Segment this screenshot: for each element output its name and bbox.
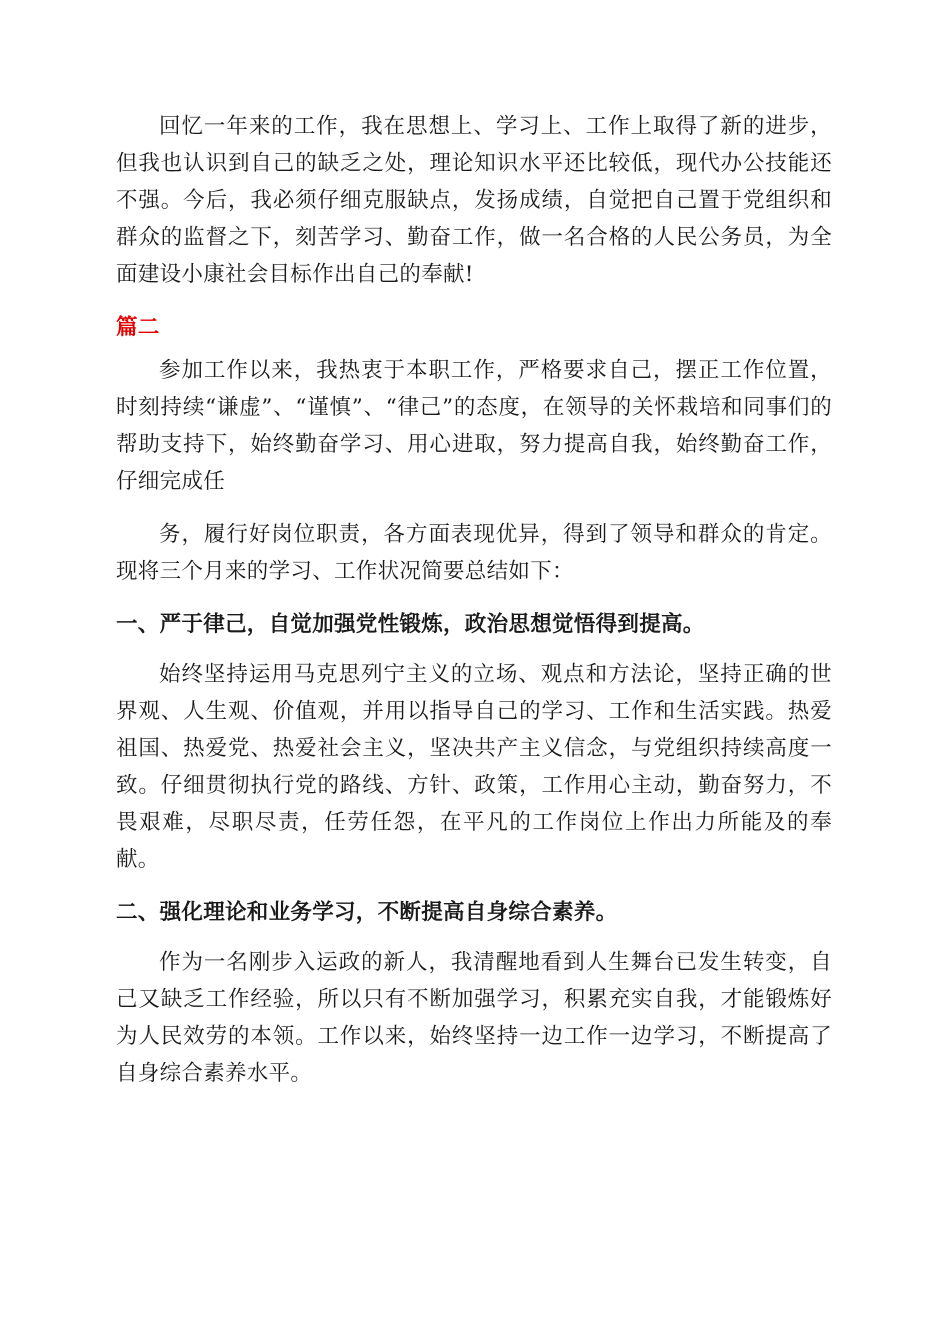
section-two-title: 二、强化理论和业务学习，不断提高自身综合素养。: [116, 900, 618, 925]
section-one-title: 一、严于律己，自觉加强党性锻炼，政治思想觉悟得到提高。: [116, 612, 705, 637]
part-two-paragraph-1: 参加工作以来，我热衷于本职工作，严格要求自己，摆正工作位置，时刻持续“谦虚”、“谨慎”、“律己”的态度，在领导的关怀栽培和同事们的帮助支持下，始终勤奋学习、用心进取，努力提高自我，始终勤奋工作，仔细完成任: [116, 358, 832, 494]
part-two-heading: 篇二: [116, 315, 160, 340]
intro-paragraph: 回忆一年来的工作，我在思想上、学习上、工作上取得了新的进步，但我也认识到自己的缺乏之处，理论知识水平还比较低，现代办公技能还不强。今后，我必须仔细克服缺点，发扬成绩，自觉把自己置于党组织和群众的监督之下，刻苦学习、勤奋工作，做一名合格的人民公务员，为全面建设小康社会目标作出自己的奉献!: [116, 114, 832, 287]
section-one-body: 始终坚持运用马克思列宁主义的立场、观点和方法论，坚持正确的世界观、人生观、价值观，并用以指导自己的学习、工作和生活实践。热爱祖国、热爱党、热爱社会主义，坚决共产主义信念，与党组织持续高度一致。仔细贯彻执行党的路线、方针、政策，工作用心主动，勤奋努力，不畏艰难，尽职尽责，任劳任怨，在平凡的工作岗位上作出力所能及的奉献。: [116, 662, 832, 872]
document-page: [116, 108, 832, 1092]
section-two-body: 作为一名刚步入运政的新人，我清醒地看到人生舞台已发生转变，自己又缺乏工作经验，所以只有不断加强学习，积累充实自我，才能锻炼好为人民效劳的本领。工作以来，始终坚持一边工作一边学习，不断提高了自身综合素养水平。: [116, 950, 832, 1086]
part-two-paragraph-2: 务，履行好岗位职责，各方面表现优异，得到了领导和群众的肯定。现将三个月来的学习、工作状况简要总结如下：: [116, 522, 832, 584]
